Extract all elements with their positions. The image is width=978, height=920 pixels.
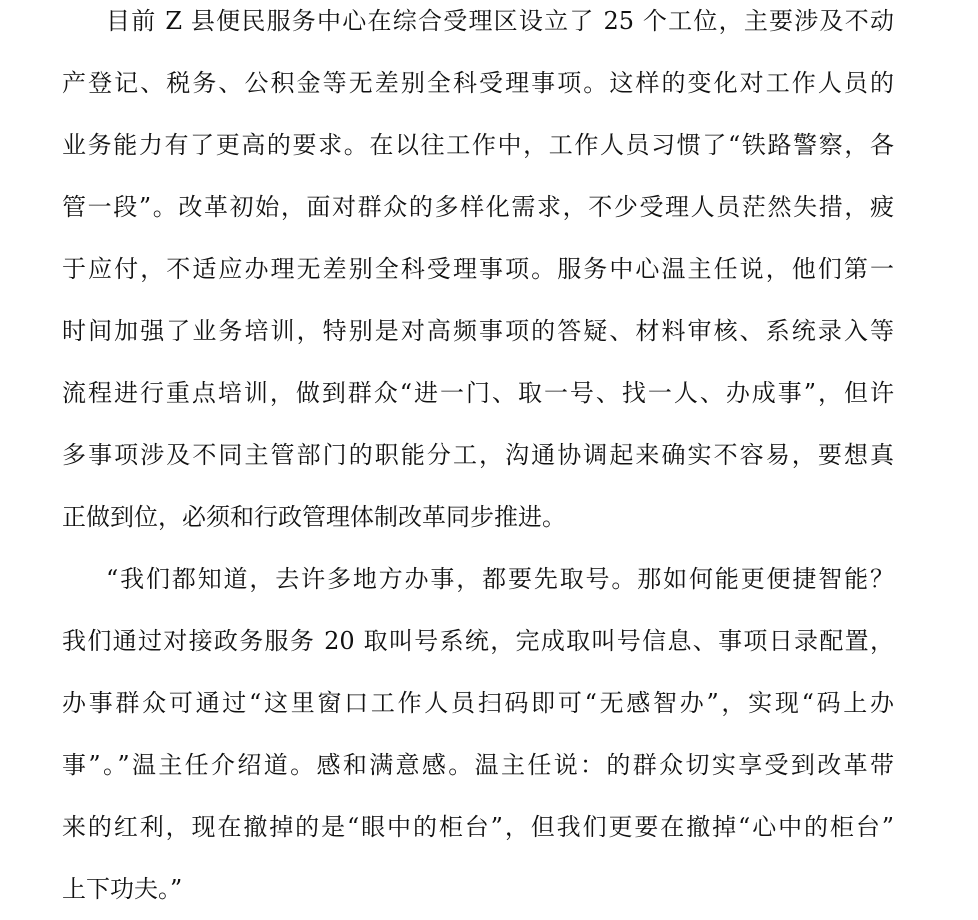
text-line: 产登记、税务、公积金等无差别全科受理事项。这样的变化对工作人员的 <box>62 69 894 97</box>
text-line: 多事项涉及不同主管部门的职能分工，沟通协调起来确实不容易，要想真 <box>62 441 894 469</box>
text-line: 流程进行重点培训，做到群众“进一门、取一号、找一人、办成事”，但许 <box>62 379 894 407</box>
text-line: 目前 Z 县便民服务中心在综合受理区设立了 25 个工位，主要涉及不动 <box>106 7 894 35</box>
text-line: 于应付，不适应办理无差别全科受理事项。服务中心温主任说，他们第一 <box>62 255 894 283</box>
text-line: “我们都知道，去许多地方办事，都要先取号。那如何能更便捷智能？ <box>106 565 894 593</box>
paragraph-1 <box>62 0 894 548</box>
text-line: 正做到位，必须和行政管理体制改革同步推进。 <box>62 503 566 531</box>
text-line: 事”。”温主任介绍道。感和满意感。温主任说：的群众切实享受到改革带 <box>62 751 894 779</box>
text-line: 我们通过对接政务服务 20 取叫号系统，完成取叫号信息、事项日录配置， <box>62 627 894 655</box>
text-line: 办事群众可通过“这里窗口工作人员扫码即可“无感智办”，实现“码上办 <box>62 689 894 717</box>
paragraph-2 <box>62 548 894 920</box>
text-line: 业务能力有了更高的要求。在以往工作中，工作人员习惯了“铁路警察，各 <box>62 131 894 159</box>
text-line: 管一段”。改革初始，面对群众的多样化需求，不少受理人员茫然失措，疲 <box>62 193 894 221</box>
document-page <box>62 0 894 920</box>
text-line: 时间加强了业务培训，特别是对高频事项的答疑、材料审核、系统录入等 <box>62 317 894 345</box>
text-line: 上下功夫。” <box>62 875 183 903</box>
text-line: 来的红利，现在撤掉的是“眼中的柜台”，但我们更要在撤掉“心中的柜台” <box>62 813 894 841</box>
